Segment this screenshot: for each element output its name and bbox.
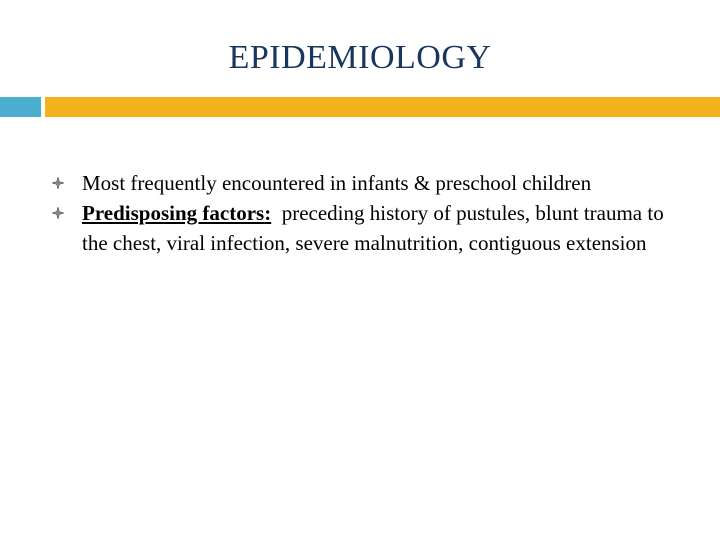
four-point-star-bullet-icon xyxy=(52,177,64,189)
four-point-star-bullet-icon xyxy=(52,207,64,219)
bullet-item-1 xyxy=(52,168,692,198)
slide-title: EPIDEMIOLOGY xyxy=(228,39,492,76)
accent-bar-right xyxy=(45,97,720,117)
bullet-item-2 xyxy=(52,198,692,258)
bullet-text: Most frequently encountered in infants & preschool children xyxy=(82,171,592,195)
accent-bar-left xyxy=(0,97,41,117)
bullet-list xyxy=(52,168,692,258)
bullet-label-separator: : xyxy=(264,201,272,225)
bullet-text: preceding history of pustules, blunt trauma to the chest, viral infection, severe malnutrition, contiguous extension xyxy=(82,201,669,255)
bullet-label: Predisposing factors xyxy=(82,201,265,225)
